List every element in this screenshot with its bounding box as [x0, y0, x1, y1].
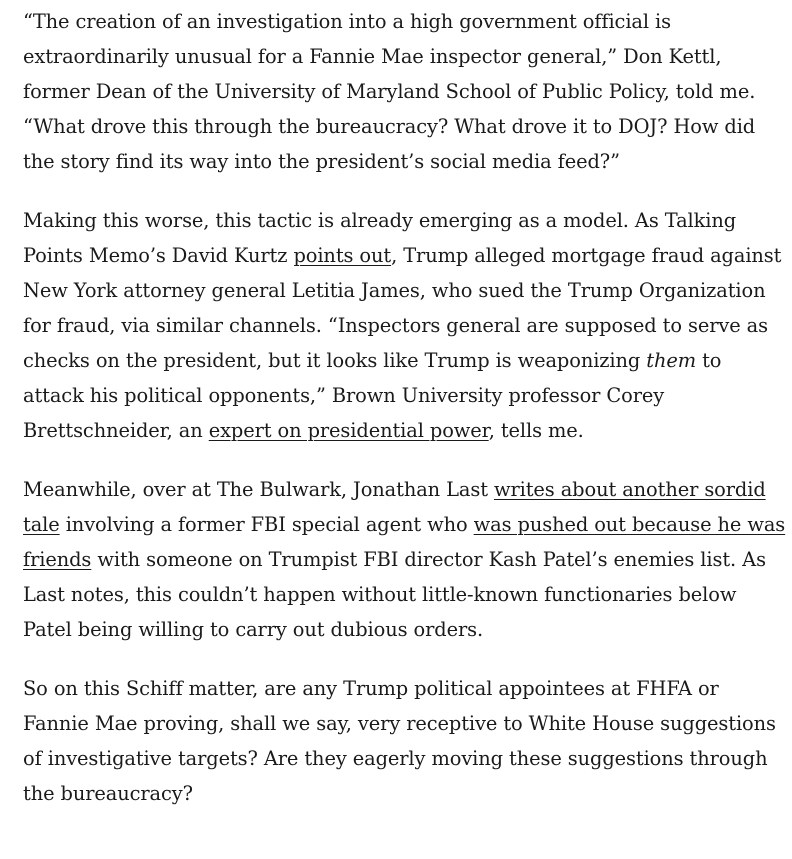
paragraph-text: Meanwhile, over at The Bulwark, Jonathan Last	[23, 478, 494, 501]
paragraph-text: , Trump alleged mortgage fraud against New York attorney general Letitia James, who sued the Trump Organization for fraud, via similar channels. “Inspectors general are supposed to serve as checks on the president, but it looks like Trump is weaponizing	[23, 244, 782, 372]
paragraph-text: involving a former FBI special agent who	[59, 513, 474, 536]
paragraph-bulwark	[23, 472, 786, 647]
paragraph-text: with someone on Trumpist FBI director Kash Patel’s enemies list. As Last notes, this couldn’t happen without little-known functionaries below Patel being willing to carry out dubious orders.	[23, 548, 766, 641]
link-writes-about-another-sordid-tale[interactable]: writes about another sordid tale	[23, 478, 766, 536]
emphasis-them: them	[646, 349, 697, 372]
link-was-pushed-out[interactable]: was pushed out because he was friends	[23, 513, 786, 571]
paragraph-schiff-matter	[23, 671, 786, 811]
paragraph-model-tactic	[23, 203, 786, 448]
paragraph-kettl-quote	[23, 4, 786, 179]
paragraph-text: “The creation of an investigation into a high government official is extraordinarily unusual for a Fannie Mae inspector general,” Don Kettl, former Dean of the University of Maryland School of Public Policy, told me. “What drove this through the bureaucracy? What drove it to DOJ? How did the story find its way into the president’s social media feed?”	[23, 10, 756, 173]
paragraph-text: Making this worse, this tactic is already emerging as a model. As Talking Points Memo’s David Kurtz	[23, 209, 737, 267]
paragraph-text: , tells me.	[488, 419, 584, 442]
paragraph-text: So on this Schiff matter, are any Trump political appointees at FHFA or Fannie Mae proving, shall we say, very receptive to White House suggestions of investigative targets? Are they eagerly moving these suggestions through the bureaucracy?	[23, 677, 776, 805]
paragraph-text: to attack his political opponents,” Brown University professor Corey Brettschneider, an	[23, 349, 722, 442]
link-points-out[interactable]: points out	[293, 244, 392, 267]
link-expert-on-presidential-power[interactable]: expert on presidential power	[208, 419, 489, 442]
